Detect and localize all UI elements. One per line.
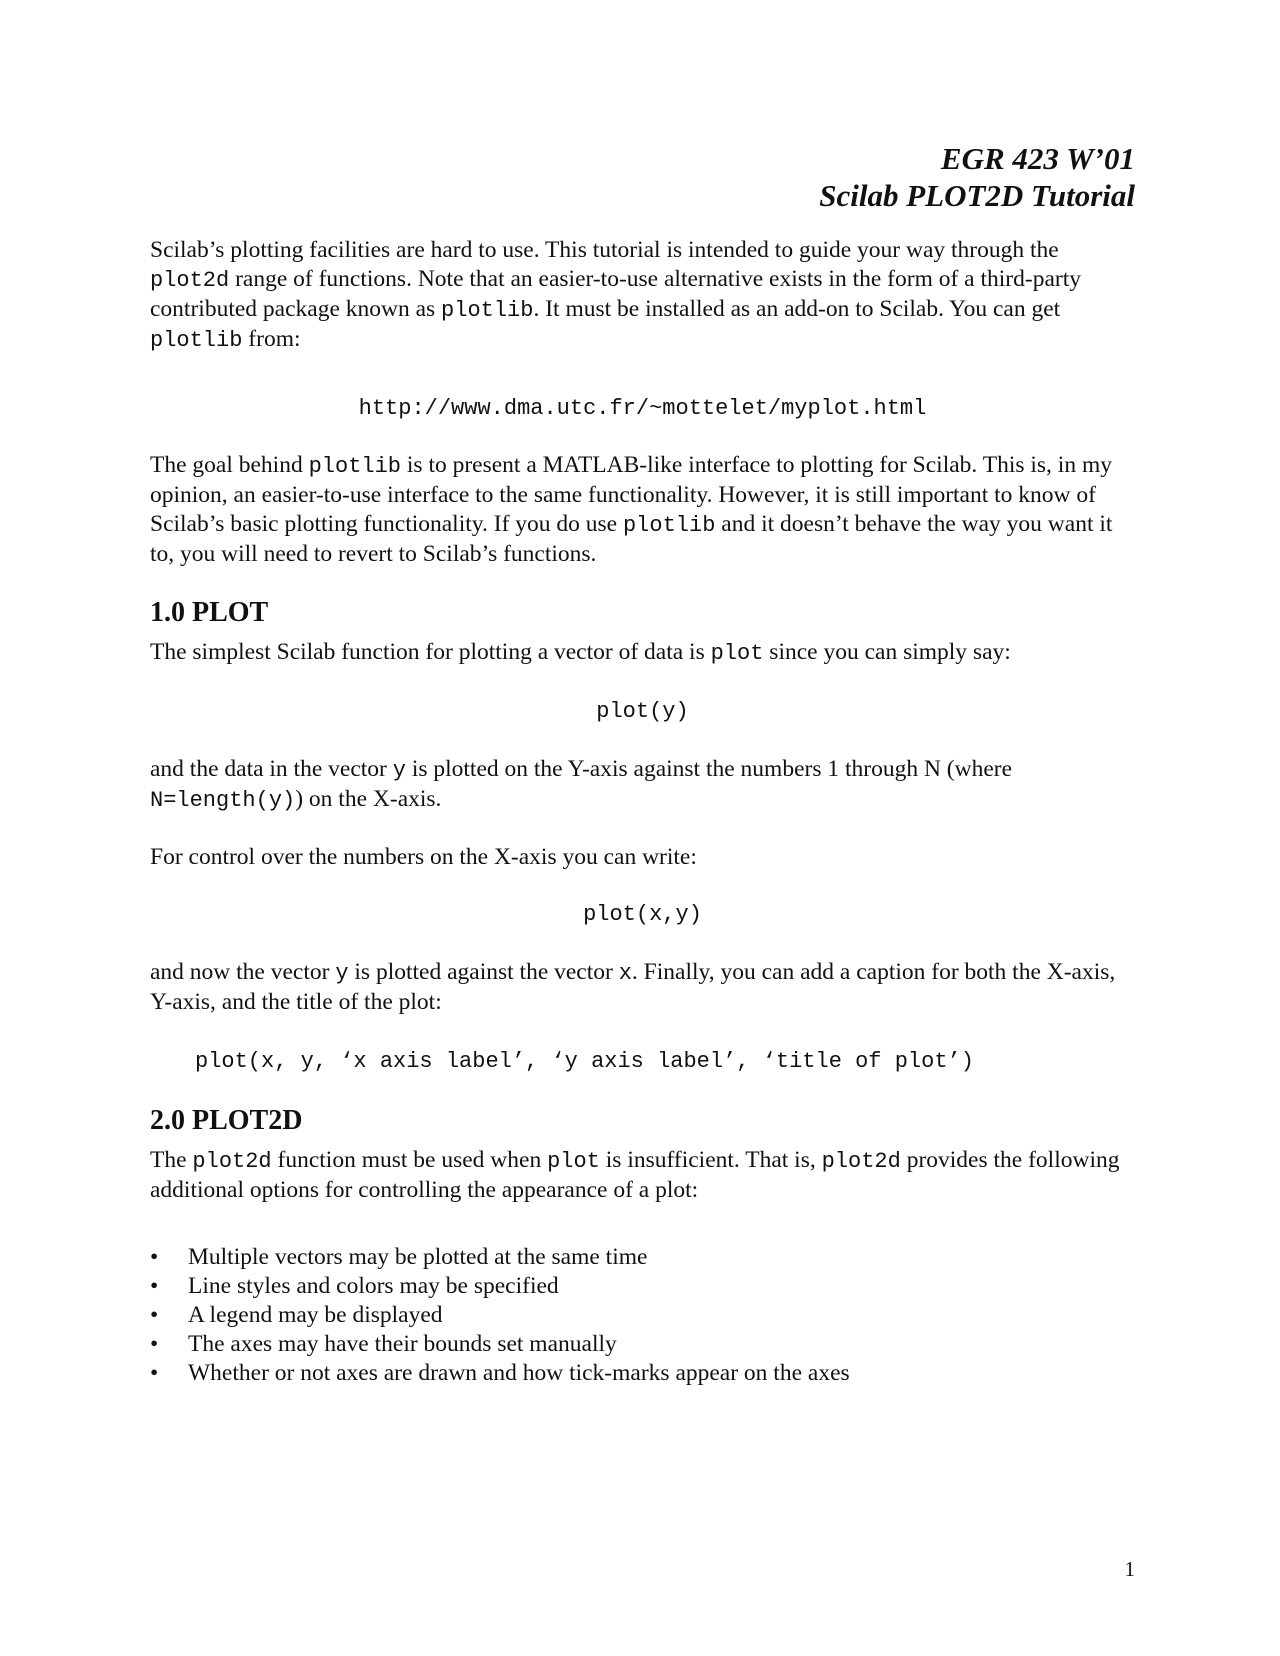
inline-code: plot2d bbox=[821, 1149, 901, 1174]
inline-code: plot2d bbox=[192, 1149, 272, 1174]
list-item: • The axes may have their bounds set manually bbox=[150, 1331, 617, 1357]
inline-code: plotlib bbox=[150, 328, 243, 353]
plot-y-explanation: and the data in the vector y is plotted on the Y-axis against the numbers 1 through N (where N=length(y)) on the X-axis. bbox=[150, 756, 1013, 813]
course-label: EGR 423 W’01 bbox=[940, 141, 1135, 176]
code-example-plot-y: plot(y) bbox=[596, 699, 689, 724]
goal-paragraph: The goal behind plotlib is to present a MATLAB-like interface to plotting for Scilab. This is, in my opinion, an easier-to-use interface to the same functionality. However, it is still important to know of Scilab’s basic plotting functionality. If you do use plotlib and it doesn’t behave the way you want it to, you will need to revert to Scilab’s functions. bbox=[150, 452, 1113, 567]
code-example-plot-xy: plot(x,y) bbox=[583, 902, 702, 927]
list-item: • A legend may be displayed bbox=[150, 1302, 443, 1328]
intro-paragraph: Scilab’s plotting facilities are hard to use. This tutorial is intended to guide your way through the plot2d range of functions. Note that an easier-to-use alternative exists in the form of a third-party contributed package known as plotlib. It must be installed as an add-on to Scilab. You can get plotlib from: bbox=[150, 237, 1081, 353]
caption-paragraph: and now the vector y is plotted against the vector x. Finally, you can add a caption for both the X-axis, Y-axis, and the title of the plot: bbox=[150, 959, 1116, 1015]
inline-code: plot2d bbox=[150, 268, 230, 293]
section-heading-plot2d: 2.0 PLOT2D bbox=[150, 1105, 303, 1136]
list-item: • Multiple vectors may be plotted at the same time bbox=[150, 1244, 648, 1270]
section-heading-plot: 1.0 PLOT bbox=[150, 597, 269, 628]
inline-code: plot bbox=[547, 1149, 600, 1174]
x-axis-control-paragraph: For control over the numbers on the X-axis you can write: bbox=[150, 844, 697, 870]
bullet-icon: • bbox=[150, 1302, 159, 1328]
inline-code: y bbox=[392, 758, 406, 783]
bullet-icon: • bbox=[150, 1331, 159, 1357]
plot2d-intro-paragraph: The plot2d function must be used when plot is insufficient. That is, plot2d provides the following additional options for controlling the appearance of a plot: bbox=[150, 1147, 1120, 1203]
bullet-icon: • bbox=[150, 1244, 159, 1270]
plot-intro-paragraph: The simplest Scilab function for plotting a vector of data is plot since you can simply say: bbox=[150, 639, 1011, 666]
document-header bbox=[819, 140, 1135, 214]
list-item: • Whether or not axes are drawn and how tick-marks appear on the axes bbox=[150, 1360, 850, 1386]
code-example-plot-labels: plot(x, y, ‘x axis label’, ‘y axis label’, ‘title of plot’) bbox=[195, 1049, 974, 1074]
inline-code: plotlib bbox=[622, 513, 716, 538]
url-text: http://www.dma.utc.fr/~mottelet/myplot.html bbox=[358, 396, 927, 421]
bullet-icon: • bbox=[150, 1360, 159, 1386]
inline-code: plotlib bbox=[441, 298, 534, 323]
inline-code: plot bbox=[710, 641, 764, 666]
inline-code: N=length(y) bbox=[150, 788, 296, 813]
bullet-icon: • bbox=[150, 1273, 159, 1299]
inline-code: y bbox=[335, 961, 349, 986]
page-number: 1 bbox=[1124, 1557, 1135, 1581]
list-item: • Line styles and colors may be specified bbox=[150, 1273, 559, 1299]
inline-code: plotlib bbox=[308, 454, 402, 479]
inline-code: x bbox=[618, 961, 632, 986]
plot2d-options-list bbox=[150, 1243, 1135, 1388]
document-page bbox=[150, 0, 1135, 1656]
document-title: Scilab PLOT2D Tutorial bbox=[819, 178, 1135, 213]
